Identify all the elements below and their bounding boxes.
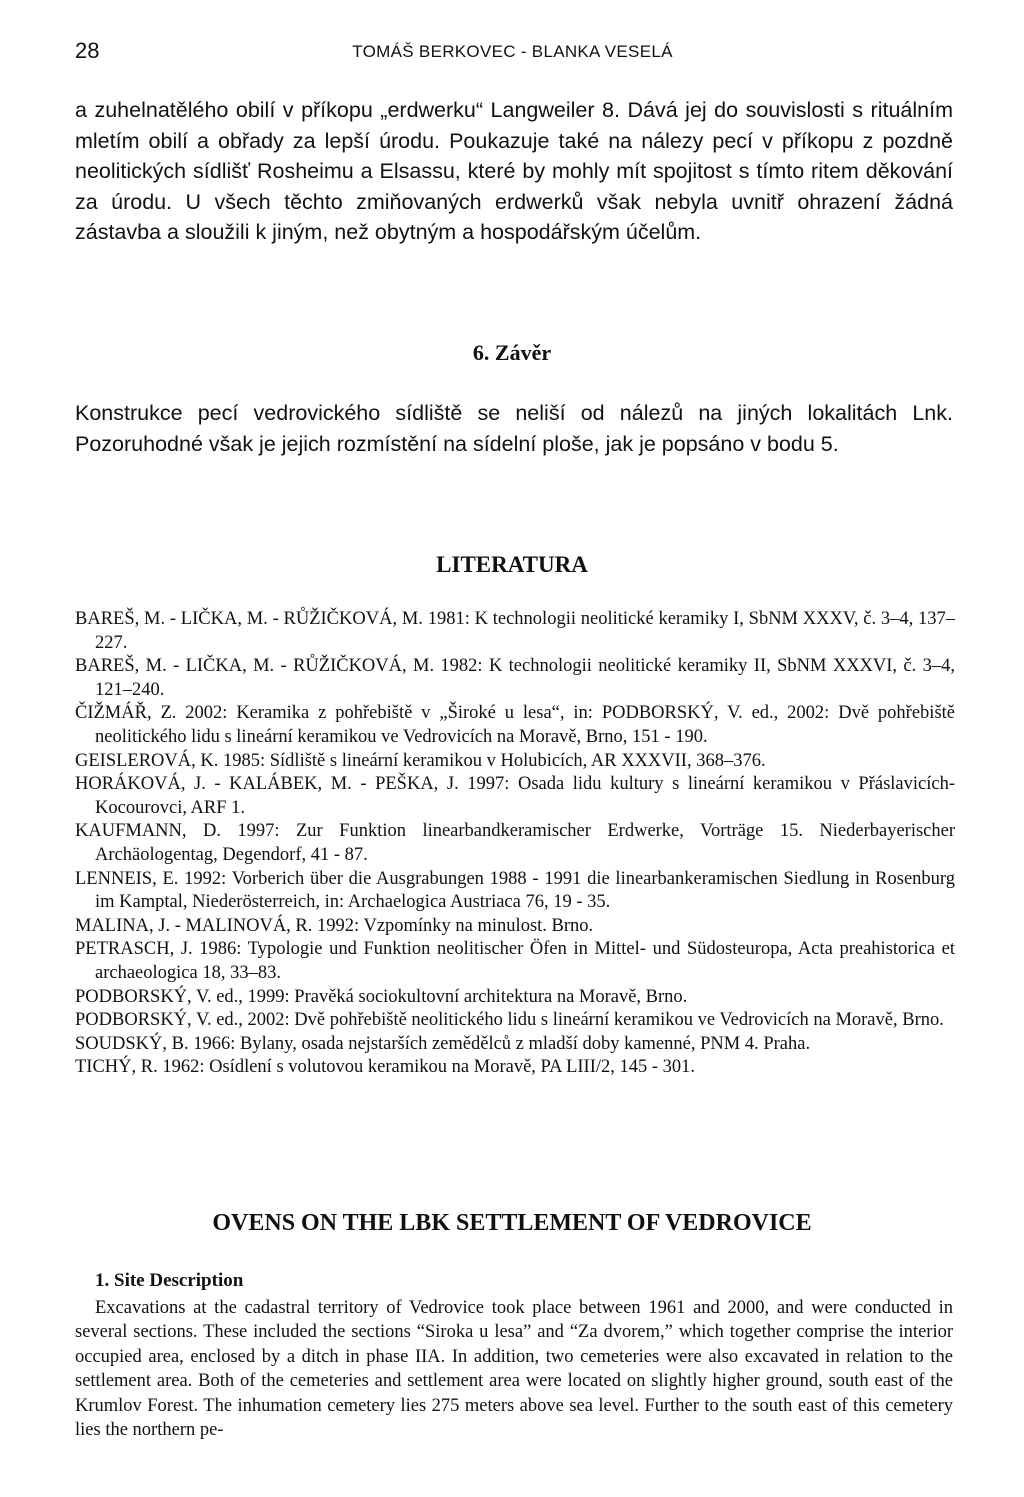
literature-heading: LITERATURA [436, 552, 588, 577]
reference-item: BAREŠ, M. - LIČKA, M. - RŮŽIČKOVÁ, M. 1981: K technologii neolitické keramiky I, SbNM XXXV, č. 3–4, 137–227. [75, 609, 955, 653]
site-description-paragraph: Excavations at the cadastral territory of Vedrovice took place between 1961 and 2000, and were conducted in several sections. These included the sections “Siroka u lesa” and “Za dvorem,” which together comprise the interior occupied area, enclosed by a ditch in phase IIA. In addition, two cemeteries were also excavated in relation to the settlement area. Both of the cemeteries and settlement area were located on slightly higher ground, south east of the Krumlov Forest. The inhumation cemetery lies 275 meters above sea level. Further to the south east of this cemetery lies the northern pe- [75, 1298, 953, 1441]
reference-item: SOUDSKÝ, B. 1966: Bylany, osada nejstarších zemědělců z mladší doby kamenné, PNM 4. Praha. [75, 1033, 811, 1054]
site-description-heading: 1. Site Description [95, 1270, 244, 1291]
reference-item: PETRASCH, J. 1986: Typologie und Funktion neolitischer Öfen in Mittel- und Südosteuropa, Acta preahistorica et archaeologica 18, 33–83. [75, 939, 955, 983]
reference-item: LENNEIS, E. 1992: Vorberich über die Ausgrabungen 1988 - 1991 die linearbankeramischen Siedlung in Rosenburg im Kamptal, Niederösterreich, in: Archaelogica Austriaca 76, 19 - 35. [75, 868, 955, 913]
reference-item: MALINA, J. - MALINOVÁ, R. 1992: Vzpomínky na minulost. Brno. [75, 915, 594, 936]
reference-list [75, 608, 955, 1080]
reference-item: ČIŽMÁŘ, Z. 2002: Keramika z pohřebiště v „Široké u lesa“, in: PODBORSKÝ, V. ed., 2002: Dvě pohřebiště neolitického lidu s lineární keramikou ve Vedrovicích na Moravě, Brno, 151 - 190. [75, 703, 955, 747]
page-header [75, 38, 950, 68]
reference-item: HORÁKOVÁ, J. - KALÁBEK, M. - PEŠKA, J. 1997: Osada lidu kultury s lineární keramikou v Přáslavicích-Kocourovci, ARF 1. [75, 774, 955, 818]
english-summary [75, 1270, 953, 1442]
reference-item: PODBORSKÝ, V. ed., 1999: Pravěká sociokultovní architektura na Moravě, Brno. [75, 986, 688, 1007]
reference-item: GEISLEROVÁ, K. 1985: Sídliště s lineární keramikou v Holubicích, AR XXXVII, 368–376. [75, 750, 766, 771]
body-paragraph-1: a zuhelnatělého obilí v příkopu „erdwerku“ Langweiler 8. Dává jej do souvislosti s rituálním mletím obilí a obřady za lepší úrodu. Poukazuje také na nálezy pecí v příkopu z pozdně neolitických sídlišť Rosheimu a Elsassu, které by mohly mít spojitost s tímto ritem děkování za úrodu. U všech těchto zmiňovaných erdwerků však nebyla uvnitř ohrazení žádná zástavba a sloužili k jiným, než obytným a hospodářským účelům. [75, 98, 953, 244]
running-head: TOMÁŠ BERKOVEC - BLANKA VESELÁ [352, 42, 673, 61]
reference-item: TICHÝ, R. 1962: Osídlení s volutovou keramikou na Moravě, PA LIII/2, 145 - 301. [75, 1057, 696, 1078]
page-number: 28 [75, 38, 100, 63]
body-paragraph-2: Konstrukce pecí vedrovického sídliště se neliší od nálezů na jiných lokalitách Lnk. Pozoruhodné však je jejich rozmístění na sídelní ploše, jak je popsáno v bodu 5. [75, 401, 953, 456]
english-summary-title: OVENS ON THE LBK SETTLEMENT OF VEDROVICE [212, 1210, 812, 1236]
section-heading-zaver: 6. Závěr [472, 340, 552, 365]
reference-item: PODBORSKÝ, V. ed., 2002: Dvě pohřebiště neolitického lidu s lineární keramikou ve Vedrovicích na Moravě, Brno. [75, 1010, 944, 1031]
reference-item: BAREŠ, M. - LIČKA, M. - RŮŽIČKOVÁ, M. 1982: K technologii neolitické keramiky II, SbNM XXXVI, č. 3–4, 121–240. [75, 656, 955, 700]
reference-item: KAUFMANN, D. 1997: Zur Funktion linearbandkeramischer Erdwerke, Vorträge 15. Niederbayerischer Archäologentag, Degendorf, 41 - 87. [75, 821, 955, 865]
